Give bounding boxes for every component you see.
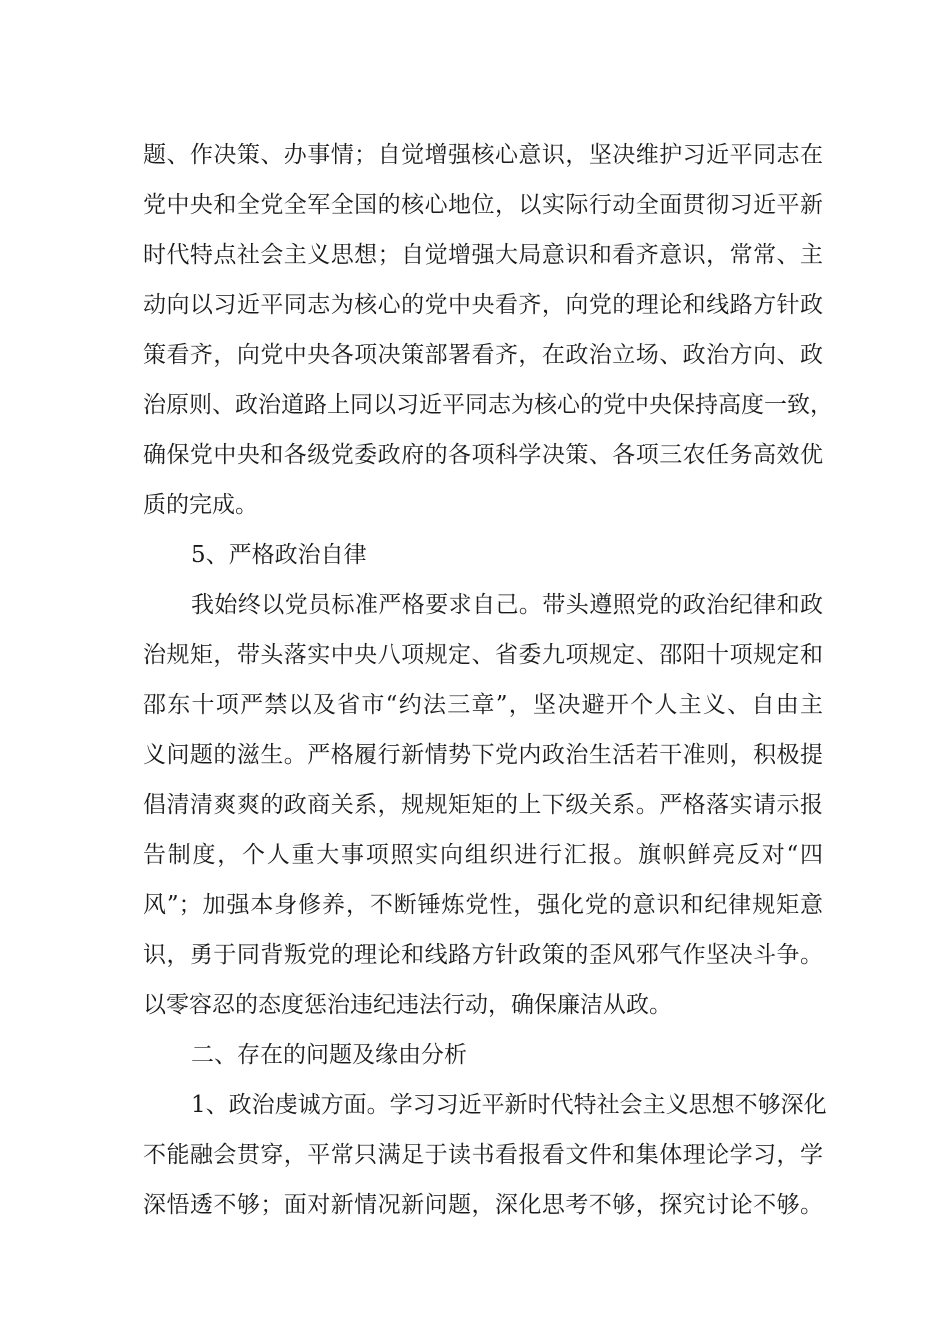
paragraph-line: 策看齐，向党中央各项决策部署看齐，在政治立场、政治方向、政 xyxy=(143,342,823,368)
paragraph-line: 动向以习近平同志为核心的党中央看齐，向党的理论和线路方针政 xyxy=(143,292,823,318)
paragraph-line: 质的完成。 xyxy=(143,492,258,518)
paragraph-line: 倡清清爽爽的政商关系，规规矩矩的上下级关系。严格落实请示报 xyxy=(143,792,823,818)
section-heading: 二、存在的问题及缘由分析 xyxy=(191,1042,467,1068)
paragraph-line: 治原则、政治道路上同以习近平同志为核心的党中央保持高度一致， xyxy=(143,392,833,418)
section-heading: 5、严格政治自律 xyxy=(191,542,367,568)
paragraph-line: 不能融会贯穿，平常只满足于读书看报看文件和集体理论学习，学 xyxy=(143,1142,823,1168)
paragraph-line: 治规矩，带头落实中央八项规定、省委九项规定、邵阳十项规定和 xyxy=(143,642,823,668)
paragraph-line: 党中央和全党全军全国的核心地位，以实际行动全面贯彻习近平新 xyxy=(143,192,823,218)
paragraph-line: 告制度，个人重大事项照实向组织进行汇报。旗帜鲜亮反对“四 xyxy=(143,842,823,868)
paragraph-line: 风”；加强本身修养，不断锤炼党性，强化党的意识和纪律规矩意 xyxy=(143,892,823,918)
paragraph-line: 1、政治虔诚方面。学习习近平新时代特社会主义思想不够深化 xyxy=(191,1092,827,1118)
paragraph-line: 确保党中央和各级党委政府的各项科学决策、各项三农任务高效优 xyxy=(143,442,823,468)
paragraph-line: 我始终以党员标准严格要求自己。带头遵照党的政治纪律和政 xyxy=(191,592,823,618)
paragraph-line: 时代特点社会主义思想；自觉增强大局意识和看齐意识，常常、主 xyxy=(143,242,823,268)
paragraph-line: 深悟透不够；面对新情况新问题，深化思考不够，探究讨论不够。 xyxy=(143,1192,823,1218)
paragraph-line: 识，勇于同背叛党的理论和线路方针政策的歪风邪气作坚决斗争。 xyxy=(143,942,823,968)
paragraph-line: 题、作决策、办事情；自觉增强核心意识，坚决维护习近平同志在 xyxy=(143,142,823,168)
paragraph-line: 以零容忍的态度惩治违纪违法行动，确保廉洁从政。 xyxy=(143,992,672,1018)
paragraph-line: 义问题的滋生。严格履行新情势下党内政治生活若干准则，积极提 xyxy=(143,742,823,768)
paragraph-line: 邵东十项严禁以及省市“约法三章”，坚决避开个人主义、自由主 xyxy=(143,692,823,718)
